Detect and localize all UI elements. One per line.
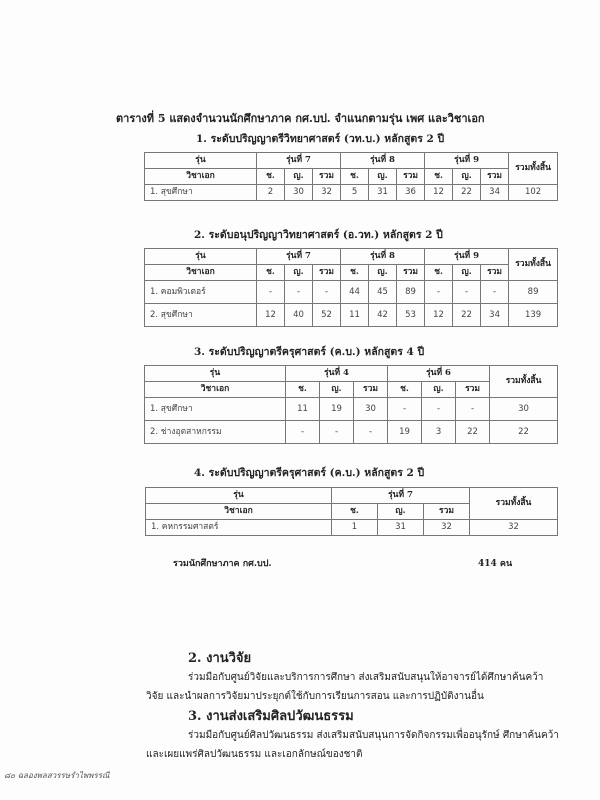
value-cell: -: [388, 398, 422, 421]
male-header: ช.: [257, 169, 285, 185]
male-header: ช.: [388, 382, 422, 398]
value-cell: -: [456, 398, 490, 421]
table-4-caption: 4. ระดับปริญญาตรีครุศาสตร์ (ค.บ.) หลักสูตร 2 ปี: [194, 467, 425, 479]
major-cell: 2. ช่างอุตสาหกรรม: [145, 421, 286, 444]
female-header: ญ.: [378, 504, 424, 520]
table-3-caption: 3. ระดับปริญญาตรีครุศาสตร์ (ค.บ.) หลักสูตร 4 ปี: [194, 346, 425, 358]
female-header: ญ.: [369, 169, 397, 185]
cohort-7-header: รุ่นที่ 7: [332, 488, 470, 504]
page-footer: ๘๐ ฉลองพลสวรรษรำไพพรรณี: [4, 771, 110, 780]
sum-header: รวม: [456, 382, 490, 398]
female-header: ญ.: [453, 265, 481, 281]
major-cell: 1. คอมพิวเตอร์: [145, 281, 257, 304]
cohort-9-header: รุ่นที่ 9: [425, 153, 509, 169]
sum-header: รวม: [313, 265, 341, 281]
male-header: ช.: [425, 169, 453, 185]
male-header: ช.: [257, 265, 285, 281]
sum-header: รวม: [354, 382, 388, 398]
cohort-4-header: รุ่นที่ 4: [286, 366, 388, 382]
summary-value: 414 คน: [478, 559, 513, 569]
grand-total-header: รวมทั้งสิ้น: [470, 488, 558, 520]
value-cell: -: [354, 421, 388, 444]
value-cell: 53: [397, 304, 425, 327]
sum-header: รวม: [481, 265, 509, 281]
major-cell: 1. สุขศึกษา: [145, 185, 257, 201]
value-cell: 19: [388, 421, 422, 444]
value-cell: -: [285, 281, 313, 304]
table-title: ตารางที่ 5 แสดงจำนวนนักศึกษาภาค กศ.บป. จำแนกตามรุ่น เพศ และวิชาเอก: [116, 112, 485, 125]
table-row: [145, 421, 558, 444]
sum-header: รวม: [481, 169, 509, 185]
table-row: [145, 304, 558, 327]
total-cell: 102: [509, 185, 558, 201]
value-cell: 11: [341, 304, 369, 327]
female-header: ญ.: [453, 169, 481, 185]
cohort-6-header: รุ่นที่ 6: [388, 366, 490, 382]
value-cell: 12: [425, 304, 453, 327]
cohort-header: รุ่น: [145, 249, 257, 265]
major-header: วิชาเอก: [145, 169, 257, 185]
value-cell: 12: [257, 304, 285, 327]
value-cell: 30: [354, 398, 388, 421]
grand-total-header: รวมทั้งสิ้น: [509, 249, 558, 281]
value-cell: 2: [257, 185, 285, 201]
value-cell: -: [320, 421, 354, 444]
value-cell: 19: [320, 398, 354, 421]
value-cell: 42: [369, 304, 397, 327]
value-cell: 5: [341, 185, 369, 201]
cohort-9-header: รุ่นที่ 9: [425, 249, 509, 265]
section-culture-heading: 3. งานส่งเสริมศิลปวัฒนธรรม: [188, 709, 354, 724]
major-header: วิชาเอก: [146, 504, 332, 520]
female-header: ญ.: [369, 265, 397, 281]
major-header: วิชาเอก: [145, 382, 286, 398]
value-cell: 34: [481, 304, 509, 327]
major-cell: 1. สุขศึกษา: [145, 398, 286, 421]
value-cell: 36: [397, 185, 425, 201]
table-4: [145, 487, 558, 536]
value-cell: 22: [456, 421, 490, 444]
summary-label: รวมนักศึกษาภาค กศ.บป.: [173, 559, 272, 569]
cohort-7-header: รุ่นที่ 7: [257, 153, 341, 169]
table-3: [144, 365, 558, 444]
total-cell: 89: [509, 281, 558, 304]
total-cell: 139: [509, 304, 558, 327]
value-cell: 40: [285, 304, 313, 327]
value-cell: 30: [285, 185, 313, 201]
value-cell: 34: [481, 185, 509, 201]
total-cell: 32: [470, 520, 558, 536]
value-cell: -: [313, 281, 341, 304]
section-research-body: [146, 668, 566, 706]
value-cell: 89: [397, 281, 425, 304]
value-cell: 1: [332, 520, 378, 536]
value-cell: -: [422, 398, 456, 421]
female-header: ญ.: [285, 169, 313, 185]
male-header: ช.: [425, 265, 453, 281]
value-cell: -: [453, 281, 481, 304]
value-cell: 52: [313, 304, 341, 327]
table-2: [144, 248, 558, 327]
paragraph-line: และเผยแพร่ศิลปวัฒนธรรม และเอกลักษณ์ของชาติ: [146, 749, 363, 760]
cohort-header: รุ่น: [146, 488, 332, 504]
cohort-7-header: รุ่นที่ 7: [257, 249, 341, 265]
table-row: [146, 520, 558, 536]
male-header: ช.: [341, 169, 369, 185]
value-cell: -: [425, 281, 453, 304]
male-header: ช.: [341, 265, 369, 281]
cohort-header: รุ่น: [145, 366, 286, 382]
sum-header: รวม: [424, 504, 470, 520]
sum-header: รวม: [397, 265, 425, 281]
table-1-caption: 1. ระดับปริญญาตรีวิทยาศาสตร์ (วท.บ.) หลักสูตร 2 ปี: [196, 133, 445, 145]
paragraph-line: ร่วมมือกับศูนย์ศิลปวัฒนธรรม ส่งเสริมสนับสนุนการจัดกิจกรรมเพื่ออนุรักษ์ ศึกษาค้นคว้า: [188, 730, 559, 741]
table-row: [145, 398, 558, 421]
table-header-row: [145, 366, 558, 382]
table-subheader-row: [145, 265, 558, 281]
table-subheader-row: [145, 169, 558, 185]
section-culture-body: [146, 726, 566, 764]
table-header-row: [146, 488, 558, 504]
section-research-heading: 2. งานวิจัย: [188, 651, 252, 666]
value-cell: 22: [453, 304, 481, 327]
value-cell: 11: [286, 398, 320, 421]
table-header-row: [145, 153, 558, 169]
table-row: [145, 281, 558, 304]
major-cell: 1. คหกรรมศาสตร์: [146, 520, 332, 536]
value-cell: 3: [422, 421, 456, 444]
grand-total-header: รวมทั้งสิ้น: [509, 153, 558, 185]
female-header: ญ.: [285, 265, 313, 281]
table-row: [145, 185, 558, 201]
grand-total-header: รวมทั้งสิ้น: [490, 366, 558, 398]
value-cell: -: [257, 281, 285, 304]
major-header: วิชาเอก: [145, 265, 257, 281]
value-cell: -: [286, 421, 320, 444]
table-header-row: [145, 249, 558, 265]
value-cell: 12: [425, 185, 453, 201]
value-cell: -: [481, 281, 509, 304]
male-header: ช.: [332, 504, 378, 520]
value-cell: 32: [313, 185, 341, 201]
paragraph-line: วิจัย และนำผลการวิจัยมาประยุกต์ใช้กับการเรียนการสอน และการปฏิบัติงานอื่น: [146, 691, 484, 702]
female-header: ญ.: [422, 382, 456, 398]
table-1: [144, 152, 558, 201]
cohort-8-header: รุ่นที่ 8: [341, 153, 425, 169]
total-cell: 30: [490, 398, 558, 421]
value-cell: 32: [424, 520, 470, 536]
cohort-header: รุ่น: [145, 153, 257, 169]
value-cell: 45: [369, 281, 397, 304]
cohort-8-header: รุ่นที่ 8: [341, 249, 425, 265]
value-cell: 31: [378, 520, 424, 536]
paragraph-line: ร่วมมือกับศูนย์วิจัยและบริการการศึกษา ส่งเสริมสนับสนุนให้อาจารย์ได้ศึกษาค้นคว้า: [188, 672, 544, 683]
total-cell: 22: [490, 421, 558, 444]
value-cell: 22: [453, 185, 481, 201]
value-cell: 44: [341, 281, 369, 304]
major-cell: 2. สุขศึกษา: [145, 304, 257, 327]
female-header: ญ.: [320, 382, 354, 398]
table-2-caption: 2. ระดับอนุปริญญาวิทยาศาสตร์ (อ.วท.) หลักสูตร 2 ปี: [194, 229, 443, 241]
value-cell: 31: [369, 185, 397, 201]
sum-header: รวม: [397, 169, 425, 185]
sum-header: รวม: [313, 169, 341, 185]
male-header: ช.: [286, 382, 320, 398]
